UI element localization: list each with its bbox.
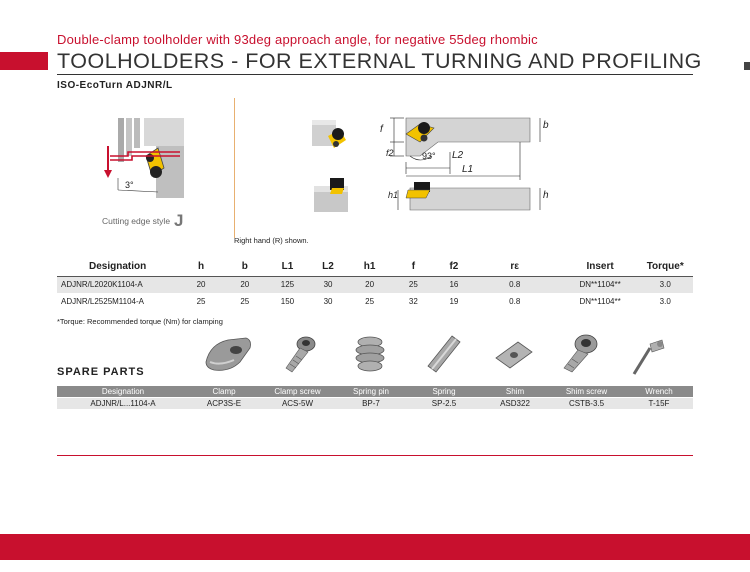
shim-icon <box>492 338 536 372</box>
dim-f2-label: f2 <box>386 148 394 158</box>
cell: ASD322 <box>500 399 530 408</box>
col-designation: Designation <box>57 258 185 276</box>
dim-L1-label: L1 <box>462 164 474 175</box>
brand-bar-bottom <box>0 534 750 560</box>
angle-small-label: 3° <box>125 180 134 190</box>
cell: 150 <box>280 297 295 306</box>
spare-col-clamp: Clamp <box>212 387 236 396</box>
brand-bar-left <box>0 52 48 70</box>
cell: 0.8 <box>509 297 521 306</box>
hand-note: Right hand (R) shown. <box>234 236 309 245</box>
title-divider <box>57 74 693 75</box>
cell: 0.8 <box>467 276 563 293</box>
cutting-edge-diagram <box>98 112 190 200</box>
spare-col-shim: Shim <box>505 387 525 396</box>
angle-main-label: 93° <box>422 151 436 161</box>
cell: SP-2.5 <box>431 399 457 408</box>
cell: 25 <box>240 297 250 306</box>
cell: BP-7 <box>362 399 380 408</box>
cell: 19 <box>449 297 459 306</box>
spare-col-shim-screw: Shim screw <box>565 387 608 396</box>
series-label: ISO-EcoTurn ADJNR/L <box>57 80 173 91</box>
col-f: f <box>386 258 441 276</box>
toolholder-top-view-image <box>310 114 350 156</box>
cell: ADJNR/L2525M1104-A <box>61 297 145 306</box>
cell: 25 <box>365 297 375 306</box>
clamp-screw-icon <box>282 334 318 376</box>
col-h: h <box>185 258 217 276</box>
col-torque: Torque* <box>637 258 693 276</box>
cell: ADJNR/L...1104-A <box>90 399 156 408</box>
spring-icon <box>426 334 462 374</box>
torque-footnote: *Torque: Recommended torque (Nm) for clamping <box>57 317 223 326</box>
cell: 30 <box>323 297 333 306</box>
wrench-icon <box>628 332 668 378</box>
cell: 16 <box>441 276 467 293</box>
col-h1: h1 <box>354 258 386 276</box>
shim-screw-icon <box>560 332 600 376</box>
spring-pin-icon <box>350 334 390 374</box>
spare-parts-header <box>57 386 693 397</box>
cell: DN**1104** <box>563 276 638 293</box>
diagram-separator <box>234 98 235 238</box>
cell: ACS-5W <box>281 399 314 408</box>
dim-h1-label: h1 <box>388 190 399 200</box>
spare-parts-row <box>57 398 693 409</box>
page-edge-marker <box>744 62 750 70</box>
page-subtitle: Double-clamp toolholder with 93deg approach angle, for negative 55deg rhombic <box>57 32 538 47</box>
col-insert: Insert <box>563 258 638 276</box>
col-radius: rε <box>467 258 563 276</box>
bottom-divider <box>57 455 693 456</box>
dim-f-label: f <box>380 124 383 135</box>
page-title: TOOLHOLDERS - FOR EXTERNAL TURNING AND PROFILING <box>57 49 702 73</box>
cell: 20 <box>217 276 272 293</box>
cell: ACP3S-E <box>206 399 242 408</box>
cell: 20 <box>354 276 386 293</box>
cell: 32 <box>408 297 418 306</box>
cell: ADJNR/L2020K1104-A <box>57 276 185 293</box>
spec-table-header <box>57 258 693 276</box>
spec-table <box>57 258 693 310</box>
spare-col-spring-pin: Spring pin <box>352 387 390 396</box>
col-L1: L1 <box>273 258 303 276</box>
col-b: b <box>217 258 272 276</box>
cell: 125 <box>273 276 303 293</box>
dim-b-label: b <box>543 120 549 131</box>
toolholder-side-view-image <box>312 178 352 214</box>
dim-L2-label: L2 <box>452 150 464 161</box>
cell: DN**1104** <box>579 297 621 306</box>
cell: 3.0 <box>637 276 693 293</box>
cell: T-15F <box>648 399 670 408</box>
cell: 30 <box>302 276 353 293</box>
spare-col-clamp-screw: Clamp screw <box>274 387 321 396</box>
cutting-edge-style <box>102 212 184 229</box>
cutting-edge-label: Cutting edge style <box>102 215 171 226</box>
cutting-edge-letter: J <box>174 211 184 230</box>
col-f2: f2 <box>441 258 467 276</box>
cell: 25 <box>386 276 441 293</box>
clamp-icon <box>200 332 256 376</box>
toolholder-side-drawing <box>380 180 550 216</box>
spare-col-spring: Spring <box>432 387 456 396</box>
cell: 25 <box>196 297 206 306</box>
cell: CSTB-3.5 <box>568 399 605 408</box>
cell: 20 <box>185 276 217 293</box>
spare-col-wrench: Wrench <box>645 387 673 396</box>
cell: 3.0 <box>659 297 671 306</box>
col-L2: L2 <box>302 258 353 276</box>
dim-h-label: h <box>543 190 549 201</box>
table-row <box>57 293 693 310</box>
spare-parts-title: SPARE PARTS <box>57 366 145 378</box>
table-row <box>57 276 693 293</box>
spare-col-designation: Designation <box>101 387 145 396</box>
